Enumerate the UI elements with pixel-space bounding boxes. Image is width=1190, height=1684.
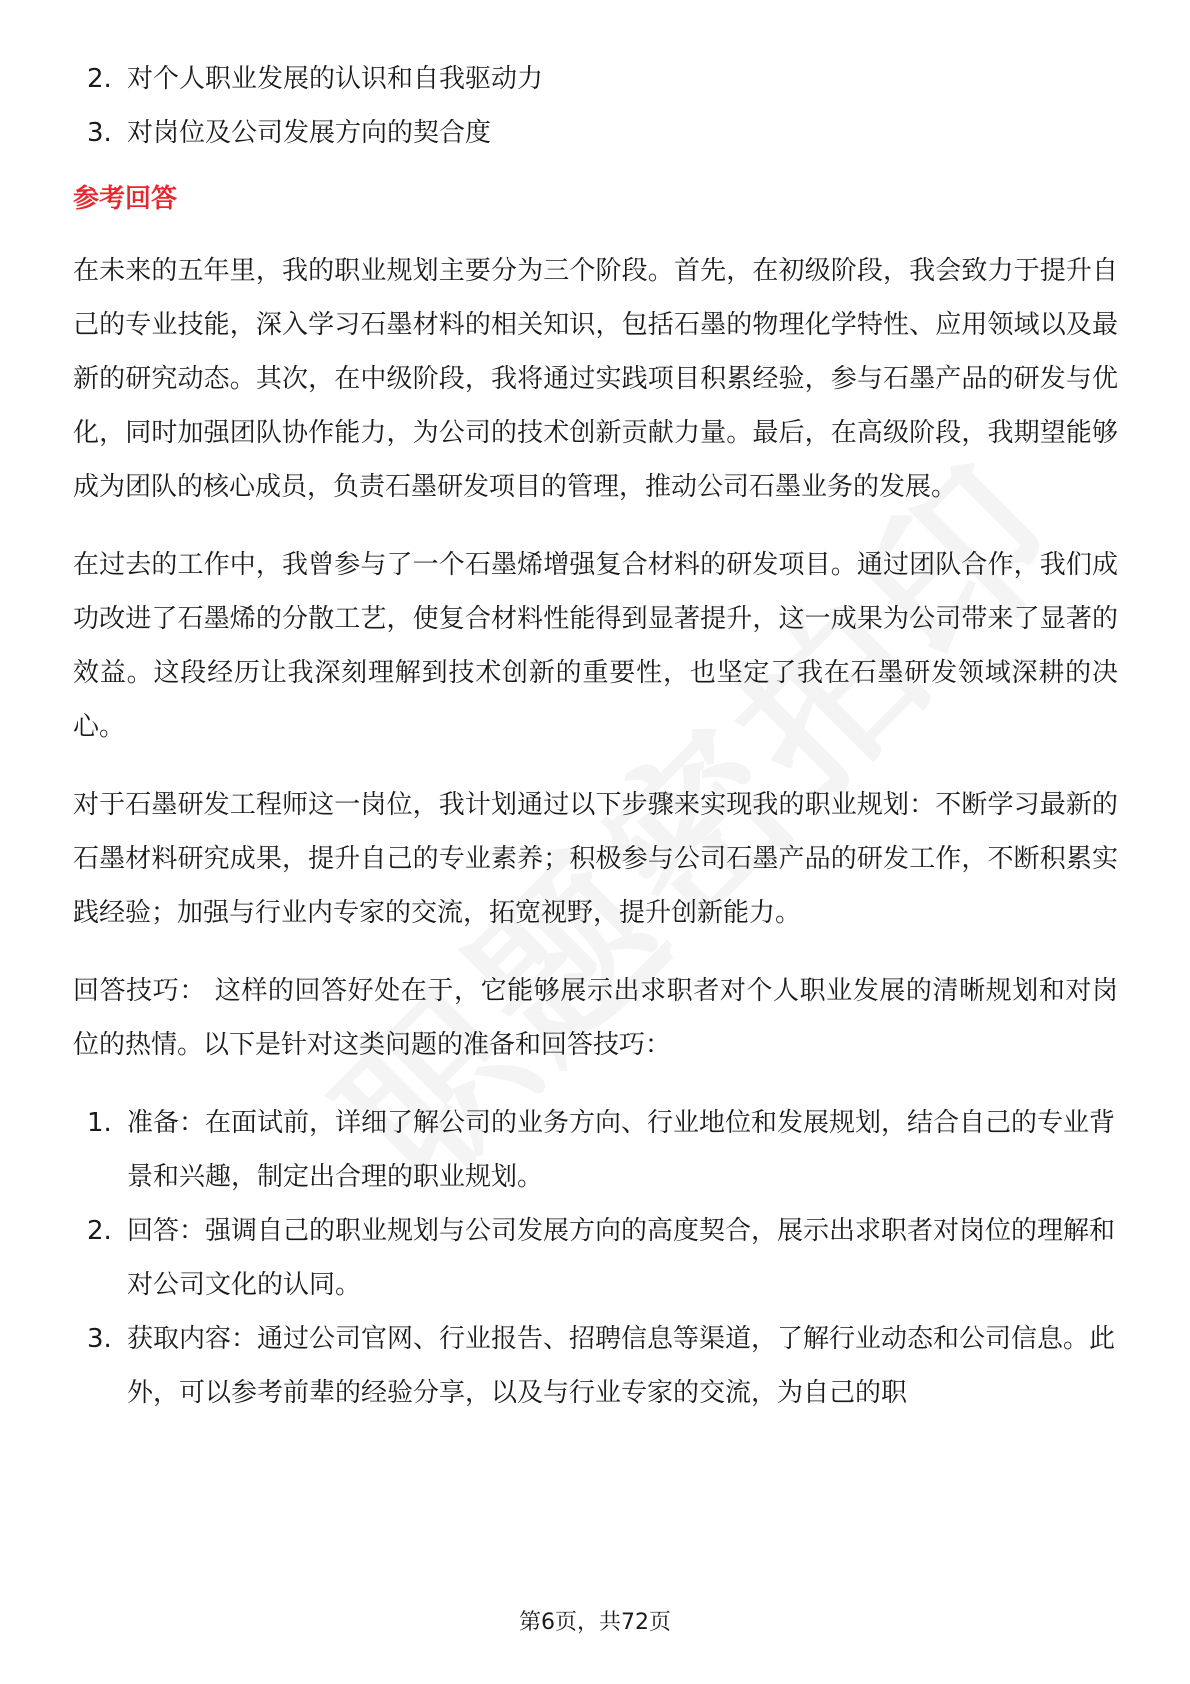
list-number: 2. <box>87 1216 112 1246</box>
page-content <box>73 52 1118 1420</box>
list-text: 对岗位及公司发展方向的契合度 <box>127 118 492 148</box>
list-text: 准备：在面试前，详细了解公司的业务方向、行业地位和发展规划，结合自己的专业背景和兴趣，制定出合理的职业规划。 <box>127 1108 1116 1192</box>
answer-paragraph-2: 在过去的工作中，我曾参与了一个石墨烯增强复合材料的研发项目。通过团队合作，我们成功改进了石墨烯的分散工艺，使复合材料性能得到显著提升，这一成果为公司带来了显著的效益。这段经历让我深刻理解到技术创新的重要性，也坚定了我在石墨研发领域深耕的决心。 <box>73 550 1118 742</box>
list-number: 3. <box>87 1324 112 1354</box>
page-number: 第6页，共72页 <box>519 1610 671 1635</box>
list-text: 回答：强调自己的职业规划与公司发展方向的高度契合，展示出求职者对岗位的理解和对公司文化的认同。 <box>127 1216 1116 1300</box>
list-item <box>73 1312 1118 1420</box>
section-heading: 参考回答 <box>73 184 178 214</box>
list-number: 1. <box>87 1108 112 1138</box>
list-text: 获取内容：通过公司官网、行业报告、招聘信息等渠道，了解行业动态和公司信息。此外，可以参考前辈的经验分享，以及与行业专家的交流，为自己的职 <box>127 1324 1116 1408</box>
criteria-list <box>73 52 1118 160</box>
list-number: 2. <box>87 64 112 94</box>
list-item <box>73 1204 1118 1312</box>
answer-paragraph-1: 在未来的五年里，我的职业规划主要分为三个阶段。首先，在初级阶段，我会致力于提升自己的专业技能，深入学习石墨材料的相关知识，包括石墨的物理化学特性、应用领域以及最新的研究动态。其次，在中级阶段，我将通过实践项目积累经验，参与石墨产品的研发与优化，同时加强团队协作能力，为公司的技术创新贡献力量。最后，在高级阶段，我期望能够成为团队的核心成员，负责石墨研发项目的管理，推动公司石墨业务的发展。 <box>73 256 1118 502</box>
list-text: 对个人职业发展的认识和自我驱动力 <box>127 64 544 94</box>
list-item <box>73 106 1118 160</box>
tips-intro-paragraph: 回答技巧： 这样的回答好处在于，它能够展示出求职者对个人职业发展的清晰规划和对岗位的热情。以下是针对这类问题的准备和回答技巧： <box>73 976 1118 1060</box>
list-number: 3. <box>87 118 112 148</box>
list-item <box>73 1096 1118 1204</box>
list-item <box>73 52 1118 106</box>
answer-paragraph-3: 对于石墨研发工程师这一岗位，我计划通过以下步骤来实现我的职业规划：不断学习最新的石墨材料研究成果，提升自己的专业素养；积极参与公司石墨产品的研发工作，不断积累实践经验；加强与行业内专家的交流，拓宽视野，提升创新能力。 <box>73 790 1118 928</box>
tips-list <box>73 1096 1118 1420</box>
